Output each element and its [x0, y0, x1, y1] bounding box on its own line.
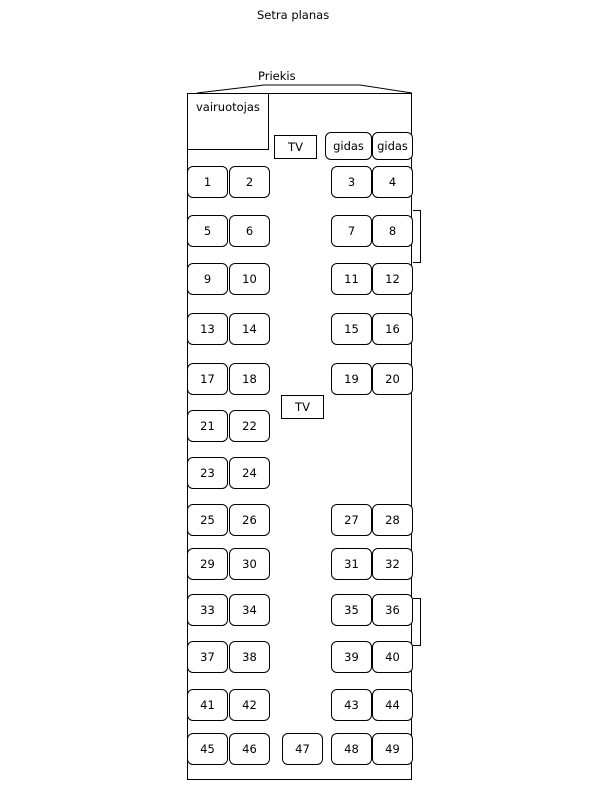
seat[interactable]	[229, 457, 270, 489]
seat-number: 29	[200, 557, 215, 571]
seat-number: 42	[242, 698, 257, 712]
seat[interactable]	[229, 641, 270, 673]
seat[interactable]	[229, 215, 270, 247]
seat-number: 38	[242, 650, 257, 664]
seat[interactable]	[331, 263, 372, 295]
driver-label: vairuotojas	[196, 100, 260, 114]
seat-number: 4	[388, 175, 397, 189]
seat[interactable]	[372, 166, 413, 198]
tv-label: TV	[288, 140, 303, 154]
seat-number: 39	[344, 650, 359, 664]
tv-label: TV	[295, 400, 310, 414]
seat-number: 24	[242, 466, 257, 480]
guide-seat-right[interactable]	[372, 132, 413, 160]
seat-number: 47	[295, 742, 310, 756]
seat-number: 16	[385, 322, 400, 336]
seat[interactable]	[331, 689, 372, 721]
seat-number: 31	[344, 557, 359, 571]
seat[interactable]	[331, 215, 372, 247]
seat-number: 30	[242, 557, 257, 571]
seat-number: 49	[385, 742, 400, 756]
seat-number: 7	[347, 224, 356, 238]
door-middle	[413, 598, 421, 646]
door-front	[413, 210, 421, 263]
driver-area	[187, 93, 269, 150]
seat[interactable]	[372, 594, 413, 626]
seat[interactable]	[187, 504, 228, 536]
seat-number: 37	[200, 650, 215, 664]
seat[interactable]	[229, 504, 270, 536]
seat[interactable]	[372, 504, 413, 536]
seat-number: 1	[203, 175, 212, 189]
seat-number: 36	[385, 603, 400, 617]
seat[interactable]	[187, 263, 228, 295]
seat[interactable]	[331, 363, 372, 395]
seat-number: 11	[344, 272, 359, 286]
seat-number: 22	[242, 419, 257, 433]
seat-number: 20	[385, 372, 400, 386]
seat-number: 45	[200, 742, 215, 756]
page-title: Setra planas	[257, 8, 330, 22]
seat-number: 48	[344, 742, 359, 756]
seat[interactable]	[331, 166, 372, 198]
seat-number: 12	[385, 272, 400, 286]
seat-number: 32	[385, 557, 400, 571]
seat[interactable]	[187, 363, 228, 395]
seat-number: 28	[385, 513, 400, 527]
seat[interactable]	[372, 548, 413, 580]
seat[interactable]	[372, 641, 413, 673]
seat[interactable]	[229, 548, 270, 580]
seat[interactable]	[372, 689, 413, 721]
seat[interactable]	[282, 733, 323, 765]
tv-front	[274, 135, 317, 159]
seat[interactable]	[187, 641, 228, 673]
seat-number: 40	[385, 650, 400, 664]
seat-number: 9	[203, 272, 212, 286]
seat-number: 17	[200, 372, 215, 386]
guide-label: gidas	[333, 139, 364, 153]
seat[interactable]	[331, 641, 372, 673]
front-label: Priekis	[258, 69, 296, 83]
seat[interactable]	[187, 313, 228, 345]
seat-number: 33	[200, 603, 215, 617]
seat-number: 5	[203, 224, 212, 238]
seat-number: 35	[344, 603, 359, 617]
seat-number: 21	[200, 419, 215, 433]
seat[interactable]	[372, 263, 413, 295]
seat[interactable]	[187, 457, 228, 489]
seat-number: 8	[388, 224, 397, 238]
seat[interactable]	[372, 733, 413, 765]
seat-number: 41	[200, 698, 215, 712]
seat[interactable]	[187, 410, 228, 442]
seat-number: 44	[385, 698, 400, 712]
seat-number: 2	[245, 175, 254, 189]
seat-number: 27	[344, 513, 359, 527]
seat[interactable]	[229, 166, 270, 198]
seat-number: 34	[242, 603, 257, 617]
seat[interactable]	[187, 215, 228, 247]
tv-middle	[281, 395, 324, 419]
seat-number: 6	[245, 224, 254, 238]
seat[interactable]	[187, 548, 228, 580]
seat[interactable]	[187, 733, 228, 765]
seat[interactable]	[229, 313, 270, 345]
seat-number: 10	[242, 272, 257, 286]
seat[interactable]	[372, 363, 413, 395]
seat-number: 15	[344, 322, 359, 336]
seat[interactable]	[331, 313, 372, 345]
seat-number: 25	[200, 513, 215, 527]
seat-number: 26	[242, 513, 257, 527]
seat[interactable]	[331, 594, 372, 626]
seat-number: 43	[344, 698, 359, 712]
seat[interactable]	[187, 594, 228, 626]
seat-number: 13	[200, 322, 215, 336]
seat[interactable]	[187, 166, 228, 198]
seat-number: 19	[344, 372, 359, 386]
seat-number: 18	[242, 372, 257, 386]
seat-number: 14	[242, 322, 257, 336]
seat-number: 23	[200, 466, 215, 480]
seat[interactable]	[229, 733, 270, 765]
seat[interactable]	[331, 504, 372, 536]
seat[interactable]	[229, 689, 270, 721]
seat[interactable]	[229, 594, 270, 626]
seat[interactable]	[372, 313, 413, 345]
seat-number: 46	[242, 742, 257, 756]
seat[interactable]	[187, 689, 228, 721]
seat[interactable]	[229, 263, 270, 295]
guide-label: gidas	[377, 139, 408, 153]
seat[interactable]	[229, 363, 270, 395]
guide-seat-left[interactable]	[325, 132, 372, 160]
seat[interactable]	[372, 215, 413, 247]
bus-front-outline	[0, 0, 606, 100]
seat[interactable]	[331, 548, 372, 580]
seat-number: 3	[347, 175, 356, 189]
seat[interactable]	[229, 410, 270, 442]
seat[interactable]	[331, 733, 372, 765]
